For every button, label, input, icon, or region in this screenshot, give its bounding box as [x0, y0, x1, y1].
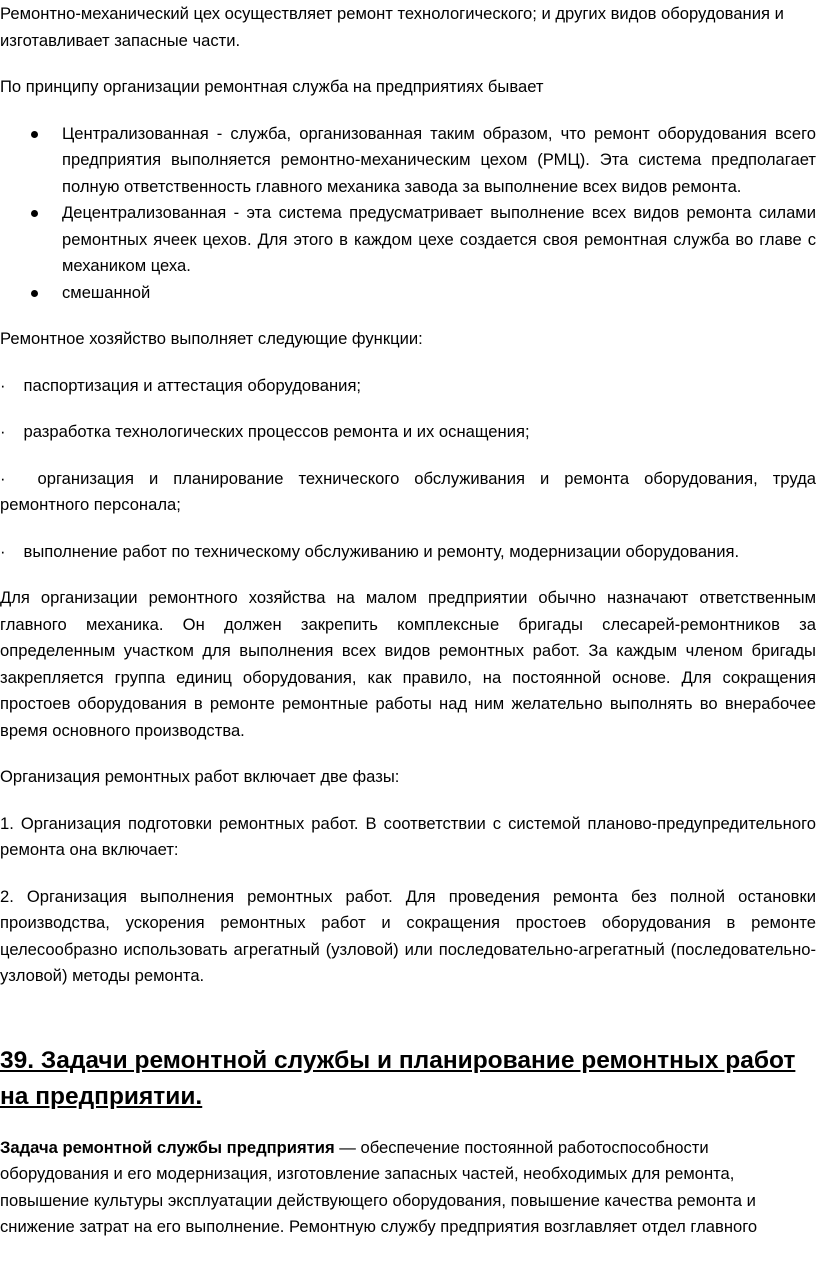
task-definition: — обеспечение постоянной работоспособности оборудования и его модернизация, изготовление запасных частей, необходимых для ремонта, повышение культуры эксплуатации действующего оборудования, повышение качества ремонта и снижение затрат на его выполнение. Ремонтную службу предприятия возглавляет отдел главного — [0, 1137, 758, 1237]
phase-one-paragraph: 1. Организация подготовки ремонтных работ. В соответствии с системой планово-предупредительного ремонта она включает: — [0, 813, 816, 859]
task-term: Задача ремонтной службы предприятия — [0, 1137, 335, 1157]
function-marker: · — [0, 422, 6, 441]
function-marker: · — [0, 375, 6, 395]
principle-paragraph: По принципу организации ремонтная служба на предприятиях бывает — [0, 77, 544, 96]
intro-paragraph: Ремонтно-механический цех осуществляет ремонт технологического; и других видов оборудования и изготавливает запасные части. — [0, 4, 784, 50]
function-text: выполнение работ по техническому обслуживанию и ремонту, модернизации оборудования. — [23, 541, 740, 561]
list-item — [0, 121, 816, 201]
function-item — [0, 466, 816, 519]
bullet-icon — [31, 210, 38, 217]
small-enterprise-paragraph: Для организации ремонтного хозяйства на малом предприятии обычно назначают ответственным главного механика. Он должен закрепить комплексные бригады слесарей-ремонтников за определенным участком для выполнения всех видов ремонтных работ. За каждым членом бригады закрепляется группа единиц оборудования, как правило, на постоянной основе. Для сокращения простоев оборудования в ремонте ремонтные работы над ним желательно выполнять во внерабочее время основного производства. — [0, 588, 816, 740]
function-text: паспортизация и аттестация оборудования; — [23, 375, 362, 395]
list-item-text: Централизованная - служба, организованная таким образом, что ремонт оборудования всего предприятия выполняется ремонтно-механическим цехом (РМЦ). Эта система предполагает полную ответственность главного механика завода за выполнение всех видов ремонта. — [62, 123, 816, 196]
function-text: организация и планирование технического обслуживания и ремонта оборудования, труда ремонтного персонала; — [0, 468, 816, 514]
list-item — [0, 280, 816, 307]
functions-intro: Ремонтное хозяйство выполняет следующие функции: — [0, 329, 423, 348]
bullet-icon — [31, 131, 38, 138]
function-item — [0, 373, 816, 400]
phases-intro: Организация ремонтных работ включает две фазы: — [0, 767, 400, 786]
bullet-icon — [31, 290, 38, 297]
organization-types-list — [0, 121, 816, 307]
task-paragraph — [0, 1135, 816, 1241]
list-item-text: Децентрализованная - эта система предусматривает выполнение всех видов ремонта силами ремонтных ячеек цехов. Для этого в каждом цехе создается своя ремонтная служба во главе с механиком цеха. — [62, 203, 816, 275]
section-heading: 39. Задачи ремонтной службы и планирование ремонтных работ на предприятии. — [0, 1046, 796, 1110]
function-item — [0, 419, 816, 446]
function-marker: · — [0, 541, 6, 561]
function-marker: · — [0, 468, 6, 488]
phase-two-paragraph: 2. Организация выполнения ремонтных работ. Для проведения ремонта без полной остановки производства, ускорения ремонтных работ и сокращения простоев оборудования в ремонте целесообразно использовать агрегатный (узловой) или последовательно-агрегатный (последовательно-узловой) методы ремонта. — [0, 886, 816, 985]
list-item-text: смешанной — [62, 282, 151, 302]
function-item — [0, 539, 816, 566]
function-text: разработка технологических процессов ремонта и их оснащения; — [23, 422, 530, 441]
list-item — [0, 200, 816, 280]
